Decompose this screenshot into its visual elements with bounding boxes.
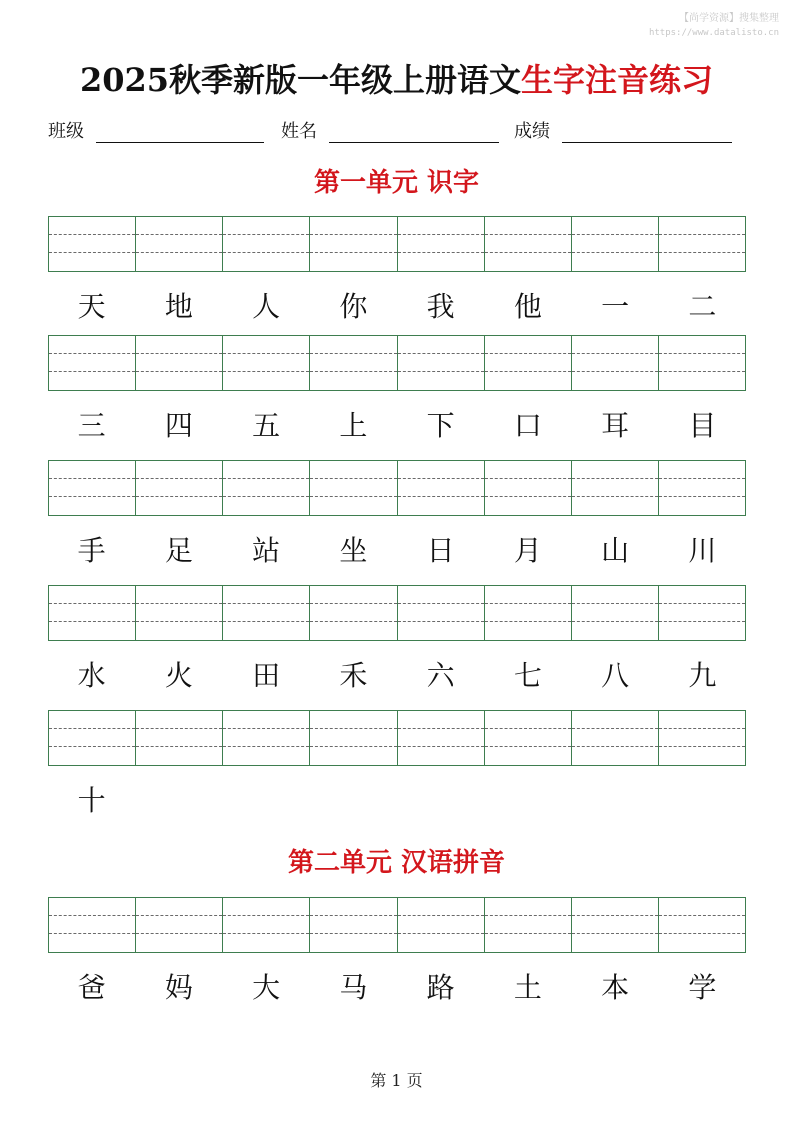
watermark-url: https://www.datalisto.cn [648,28,779,38]
pinyin-writing-cell[interactable] [49,898,136,952]
guide-line [659,746,745,747]
pinyin-writing-cell[interactable] [223,461,310,515]
guide-line [485,933,571,934]
guide-line [310,496,396,497]
pinyin-writing-cell[interactable] [136,461,223,515]
hanzi-character: 爸 [77,971,106,1004]
hanzi-character: 月 [513,534,542,567]
guide-line [49,621,135,622]
hanzi-character: 十 [77,784,106,817]
guide-line [136,603,222,604]
guide-line [659,478,745,479]
character-row [48,781,746,821]
guide-line [310,933,396,934]
pinyin-writing-cell[interactable] [398,217,485,271]
pinyin-writing-cell[interactable] [310,461,397,515]
guide-line [49,603,135,604]
pinyin-writing-cell[interactable] [659,336,745,390]
guide-line [398,353,484,354]
guide-line [136,728,222,729]
guide-line [485,621,571,622]
guide-line [485,746,571,747]
pinyin-writing-cell[interactable] [659,711,745,765]
pinyin-writing-row [48,710,746,766]
guide-line [49,933,135,934]
guide-line [398,478,484,479]
score-field[interactable] [514,116,732,143]
pinyin-writing-row [48,897,746,953]
name-label: 姓名 [281,121,317,142]
pinyin-writing-row [48,585,746,641]
guide-line [659,371,745,372]
hanzi-character: 耳 [601,409,630,442]
pinyin-writing-cell[interactable] [49,711,136,765]
pinyin-writing-cell[interactable] [310,336,397,390]
guide-line [572,478,658,479]
guide-line [398,496,484,497]
class-label: 班级 [48,121,84,142]
pinyin-writing-cell[interactable] [485,898,572,952]
pinyin-writing-cell[interactable] [572,586,659,640]
hanzi-character: 三 [77,409,106,442]
hanzi-character [659,781,746,821]
guide-line [223,933,309,934]
pinyin-writing-cell[interactable] [136,336,223,390]
hanzi-character: 天 [77,290,106,323]
guide-line [310,371,396,372]
guide-line [223,746,309,747]
guide-line [136,371,222,372]
page-title-main: 2025秋季新版一年级上册语文 [79,61,522,99]
guide-line [485,371,571,372]
guide-line [398,621,484,622]
guide-line [398,746,484,747]
guide-line [136,746,222,747]
guide-line [310,234,396,235]
character-row [48,531,746,571]
guide-line [136,252,222,253]
pinyin-writing-cell[interactable] [398,461,485,515]
guide-line [136,621,222,622]
pinyin-writing-cell[interactable] [398,711,485,765]
guide-line [659,915,745,916]
pinyin-writing-cell[interactable] [223,336,310,390]
pinyin-writing-cell[interactable] [485,586,572,640]
hanzi-character [223,781,310,821]
name-field[interactable] [281,116,499,143]
pinyin-writing-cell[interactable] [659,461,745,515]
hanzi-character: 日 [426,534,455,567]
guide-line [398,728,484,729]
hanzi-character [397,781,484,821]
pinyin-writing-cell[interactable] [659,217,745,271]
character-row [48,656,746,696]
guide-line [49,746,135,747]
guide-line [49,234,135,235]
guide-line [49,496,135,497]
watermark [579,12,779,40]
hanzi-character: 二 [688,290,717,323]
guide-line [485,915,571,916]
guide-line [223,252,309,253]
hanzi-character: 九 [688,659,717,692]
guide-line [310,603,396,604]
hanzi-character: 七 [513,659,542,692]
guide-line [136,234,222,235]
hanzi-character: 他 [513,290,542,323]
page-title-highlight: 生字注音练习 [521,61,714,99]
guide-line [485,353,571,354]
guide-line [572,621,658,622]
class-field[interactable] [48,116,264,143]
hanzi-character: 土 [513,971,542,1004]
guide-line [49,728,135,729]
pinyin-writing-cell[interactable] [572,461,659,515]
guide-line [659,603,745,604]
character-row [48,406,746,446]
pinyin-writing-cell[interactable] [136,711,223,765]
guide-line [310,915,396,916]
guide-line [485,252,571,253]
guide-line [223,728,309,729]
guide-line [49,353,135,354]
hanzi-character: 下 [426,409,455,442]
guide-line [398,371,484,372]
guide-line [49,478,135,479]
hanzi-character: 火 [164,659,193,692]
hanzi-character [572,781,659,821]
pinyin-writing-cell[interactable] [49,461,136,515]
guide-line [398,603,484,604]
guide-line [223,496,309,497]
hanzi-character: 目 [688,409,717,442]
guide-line [310,353,396,354]
guide-line [659,252,745,253]
guide-line [659,234,745,235]
guide-line [572,915,658,916]
hanzi-character: 学 [688,971,717,1004]
guide-line [49,915,135,916]
guide-line [485,728,571,729]
guide-line [223,234,309,235]
pinyin-writing-cell[interactable] [310,711,397,765]
page-title [0,58,793,102]
hanzi-character: 马 [339,971,368,1004]
pinyin-writing-cell[interactable] [572,898,659,952]
guide-line [572,746,658,747]
guide-line [136,933,222,934]
character-row [48,968,746,1008]
hanzi-character: 一 [601,290,630,323]
hanzi-character [484,781,571,821]
guide-line [572,252,658,253]
guide-line [572,234,658,235]
hanzi-character: 路 [426,971,455,1004]
pinyin-writing-cell[interactable] [310,898,397,952]
hanzi-character: 上 [339,409,368,442]
pinyin-writing-cell[interactable] [49,336,136,390]
pinyin-writing-cell[interactable] [485,711,572,765]
guide-line [572,933,658,934]
guide-line [310,621,396,622]
unit-title: 第二单元 汉语拼音 [287,848,506,878]
hanzi-character: 大 [252,971,281,1004]
guide-line [223,353,309,354]
pinyin-writing-cell[interactable] [572,711,659,765]
page-number: 第 1 页 [370,1071,423,1090]
pinyin-writing-cell[interactable] [572,217,659,271]
hanzi-character: 口 [513,409,542,442]
guide-line [572,496,658,497]
hanzi-character: 本 [601,971,630,1004]
score-label: 成绩 [514,121,550,142]
unit-title: 第一单元 识字 [313,168,480,198]
guide-line [659,353,745,354]
guide-line [659,728,745,729]
hanzi-character: 地 [164,290,193,323]
guide-line [398,933,484,934]
guide-line [136,915,222,916]
guide-line [223,603,309,604]
pinyin-writing-cell[interactable] [572,336,659,390]
pinyin-writing-cell[interactable] [485,461,572,515]
pinyin-writing-cell[interactable] [136,898,223,952]
hanzi-character: 站 [252,534,281,567]
pinyin-writing-cell[interactable] [310,586,397,640]
pinyin-writing-cell[interactable] [223,711,310,765]
guide-line [659,933,745,934]
hanzi-character: 六 [426,659,455,692]
guide-line [223,915,309,916]
pinyin-writing-cell[interactable] [398,898,485,952]
hanzi-character: 你 [339,290,368,323]
guide-line [49,252,135,253]
hanzi-character: 妈 [164,971,193,1004]
guide-line [136,496,222,497]
hanzi-character: 我 [426,290,455,323]
hanzi-character [310,781,397,821]
hanzi-character: 四 [164,409,193,442]
guide-line [310,252,396,253]
hanzi-character: 田 [252,659,281,692]
guide-line [398,915,484,916]
hanzi-character: 川 [688,534,717,567]
hanzi-character: 足 [164,534,193,567]
pinyin-writing-cell[interactable] [659,898,745,952]
pinyin-writing-cell[interactable] [136,217,223,271]
watermark-source: 【尚学资源】搜集整理 [679,13,779,24]
student-info-row [48,116,748,146]
pinyin-writing-cell[interactable] [49,217,136,271]
hanzi-character: 水 [77,659,106,692]
guide-line [310,728,396,729]
guide-line [659,496,745,497]
pinyin-writing-row [48,335,746,391]
pinyin-writing-cell[interactable] [398,336,485,390]
guide-line [485,478,571,479]
guide-line [136,353,222,354]
hanzi-character: 坐 [339,534,368,567]
hanzi-character: 山 [601,534,630,567]
pinyin-writing-row [48,216,746,272]
guide-line [223,371,309,372]
pinyin-writing-cell[interactable] [398,586,485,640]
guide-line [136,478,222,479]
pinyin-writing-cell[interactable] [223,898,310,952]
hanzi-character: 人 [252,290,281,323]
pinyin-writing-cell[interactable] [485,336,572,390]
guide-line [223,621,309,622]
name-blank-line[interactable] [329,116,499,143]
guide-line [659,621,745,622]
pinyin-writing-cell[interactable] [485,217,572,271]
character-row [48,287,746,327]
guide-line [572,728,658,729]
guide-line [398,252,484,253]
hanzi-character: 五 [252,409,281,442]
guide-line [572,371,658,372]
pinyin-writing-cell[interactable] [223,217,310,271]
score-blank-line[interactable] [562,116,732,143]
guide-line [485,496,571,497]
pinyin-writing-cell[interactable] [310,217,397,271]
guide-line [310,478,396,479]
hanzi-character [135,781,222,821]
hanzi-character: 禾 [339,659,368,692]
guide-line [398,234,484,235]
pinyin-writing-cell[interactable] [659,586,745,640]
hanzi-character: 八 [601,659,630,692]
class-blank-line[interactable] [96,116,264,143]
hanzi-character: 手 [77,534,106,567]
pinyin-writing-cell[interactable] [223,586,310,640]
pinyin-writing-cell[interactable] [49,586,136,640]
pinyin-writing-row [48,460,746,516]
guide-line [485,234,571,235]
guide-line [49,371,135,372]
pinyin-writing-cell[interactable] [136,586,223,640]
guide-line [223,478,309,479]
guide-line [310,746,396,747]
guide-line [485,603,571,604]
guide-line [572,353,658,354]
guide-line [572,603,658,604]
